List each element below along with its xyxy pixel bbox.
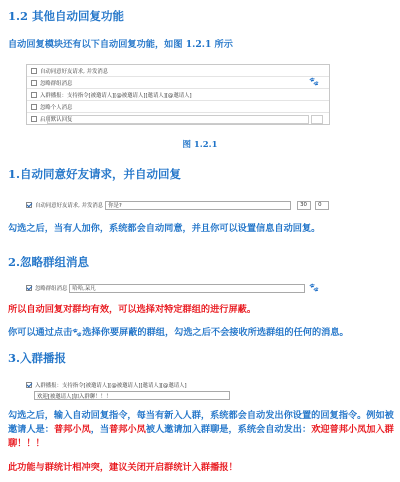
desc-text: 被人邀请加入群聊是，系统会自动发出： [145,424,312,435]
option-row-accept-friend[interactable] [27,65,329,77]
section-heading-2: 2.忽略群组消息 [8,255,90,269]
section2-description [8,326,349,340]
section-heading-3: 3.入群播报 [8,351,67,365]
ignore-group-row [26,282,356,294]
option-label: 自动同意好友请求, 并发消息 [35,203,104,209]
delay-input-1[interactable]: 30 [297,201,311,210]
default-reply-number[interactable] [311,115,323,124]
checkbox-icon[interactable] [26,202,32,208]
paw-icon: 🐾 [72,327,83,337]
section-heading-1-2: 1.2 其他自动回复功能 [8,9,125,23]
option-label: 忽略群组消息 [35,286,68,292]
option-label: 入群播报：支持指令[被邀请人][@被邀请人][邀请人][@邀请人] [40,92,192,99]
section1-description: 勾选之后，当有人加你，系统都会自动同意，并且你可以设置信息自动回复。 [8,223,321,234]
welcome-message: 欢迎普邦小凤加入群聊！！！ [8,424,394,449]
option-label: 忽略群组消息 [40,80,73,87]
option-label: 忽略个人消息 [40,104,73,111]
auto-reply-input[interactable]: 你是? [105,201,291,210]
paw-icon[interactable]: 🐾 [309,283,320,292]
checkbox-icon[interactable] [31,92,37,98]
broadcast-message-input[interactable]: 欢迎[被邀请人]加入群聊！！！ [34,391,230,400]
desc-text: 勾选之后，输入自动回复指令，每当有新入人群，系统都会自动发出你设置的回复指令。例如被邀请人是： [8,410,394,435]
invitee-name: 普邦小凤 [53,424,91,435]
desc-text: 选择你要屏蔽的群组，勾选之后不会接收所选群组的任何的消息。 [82,327,349,338]
section3-description [8,409,394,451]
section3-warning: 此功能与群统计相冲突，建议关闭开启群统计入群播报！ [8,462,238,473]
join-broadcast-row [26,380,328,390]
desc-text: ，当 [90,424,110,435]
option-row-ignore-group[interactable] [27,77,329,89]
checkbox-icon[interactable] [26,382,32,388]
checkbox-icon[interactable] [31,104,37,110]
option-label: 入群播报：支持指令[被邀请人][@被邀请人][邀请人][@邀请人] [35,383,187,389]
section2-warning: 所以自动回复对群均有效，可以选择对特定群组的进行屏蔽。 [8,304,257,315]
checkbox-icon[interactable] [31,116,37,122]
option-label: 自动同意好友请求, 并发消息 [40,68,109,75]
default-reply-field[interactable] [47,115,309,124]
checkbox-icon[interactable] [31,80,37,86]
auto-reply-options-panel [26,64,330,125]
checkbox-icon[interactable] [31,68,37,74]
paw-icon[interactable]: 🐾 [309,77,319,86]
invitee-name: 普邦小凤 [109,424,146,435]
join-broadcast-block [26,380,328,400]
desc-text: 你可以通过点击 [8,327,73,338]
option-row-default-reply[interactable] [27,113,329,124]
delay-input-2[interactable]: 0 [315,201,329,210]
checkbox-icon[interactable] [26,285,32,291]
section-heading-1: 1.自动同意好友请求，并自动回复 [8,167,182,181]
accept-friend-row [26,199,356,211]
option-label: 启用默认回复 [40,116,73,123]
intro-text: 自动回复模块还有以下自动回复功能，如图 1.2.1 所示 [8,39,233,50]
group-filter-input[interactable]: 哈哈,呆凡 [69,284,305,293]
option-row-join-broadcast[interactable] [27,89,329,101]
figure-caption: 图 1.2.1 [182,140,218,150]
option-row-ignore-personal[interactable] [27,101,329,113]
